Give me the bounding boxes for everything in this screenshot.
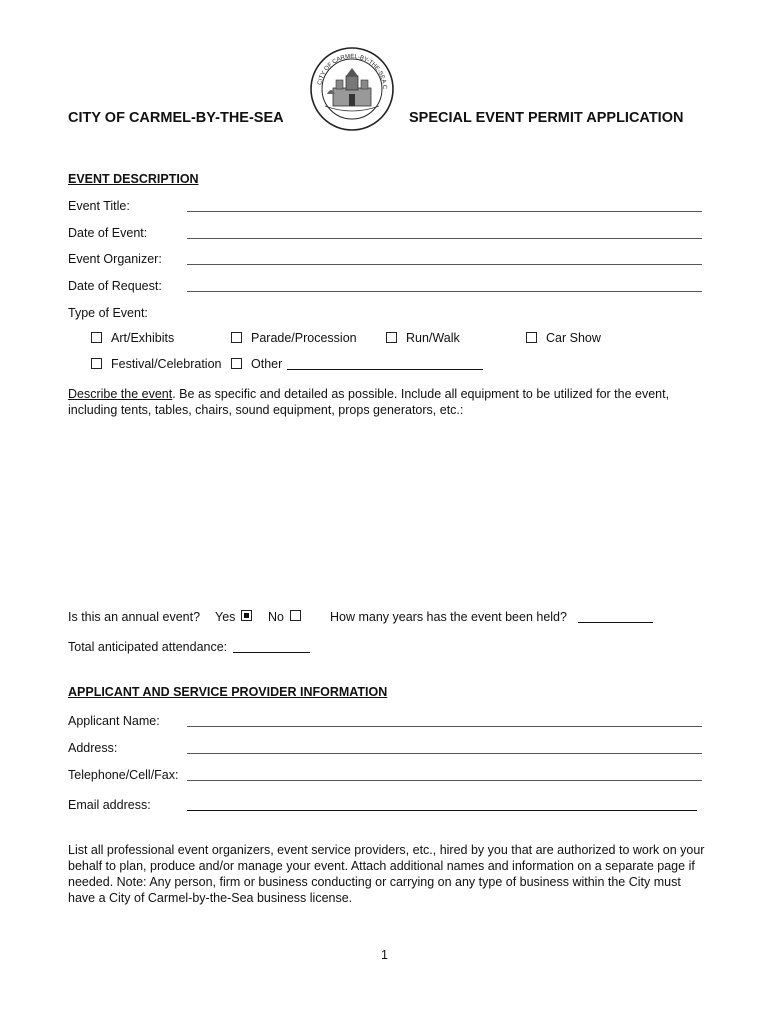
event-organizer-label: Event Organizer: bbox=[68, 252, 162, 266]
attendance-field[interactable] bbox=[233, 652, 310, 653]
car-show-label: Car Show bbox=[546, 331, 601, 345]
describe-instructions bbox=[68, 386, 708, 418]
email-field[interactable] bbox=[187, 810, 697, 811]
festival-celebration-label: Festival/Celebration bbox=[111, 357, 222, 371]
describe-event-text: . Be as specific and detailed as possible. Include all equipment to be utilized for the event, including tents, tables, chairs, sound equipment, props generators, etc.: bbox=[68, 387, 670, 417]
service-providers-note: List all professional event organizers, event service providers, etc., hired by you that are authorized to work on your behalf to plan, produce and/or manage your event. Attach additional names and information on a separate page if needed. Note: Any person, firm or business conducting or carrying on any type of business within the City must have a City of Carmel-by-the-Sea business license. bbox=[68, 843, 705, 905]
parade-procession-checkbox[interactable] bbox=[231, 332, 242, 343]
other-field[interactable] bbox=[287, 369, 483, 370]
festival-celebration-checkbox[interactable] bbox=[91, 358, 102, 369]
annual-yes-label: Yes bbox=[215, 610, 236, 624]
address-label: Address: bbox=[68, 741, 118, 755]
form-title: SPECIAL EVENT PERMIT APPLICATION bbox=[409, 110, 684, 126]
event-title-field[interactable] bbox=[187, 211, 702, 212]
annual-event-question: Is this an annual event? bbox=[68, 610, 201, 624]
event-description-heading: EVENT DESCRIPTION bbox=[68, 172, 199, 186]
car-show-checkbox[interactable] bbox=[526, 332, 537, 343]
art-exhibits-checkbox[interactable] bbox=[91, 332, 102, 343]
other-label: Other bbox=[251, 357, 283, 371]
address-field[interactable] bbox=[187, 753, 702, 754]
run-walk-checkbox[interactable] bbox=[386, 332, 397, 343]
city-seal bbox=[309, 46, 395, 132]
years-held-field[interactable] bbox=[578, 622, 653, 623]
parade-procession-label: Parade/Procession bbox=[251, 331, 357, 345]
event-organizer-field[interactable] bbox=[187, 264, 702, 265]
telephone-label: Telephone/Cell/Fax: bbox=[68, 768, 179, 782]
applicant-heading: APPLICANT AND SERVICE PROVIDER INFORMATION bbox=[68, 685, 388, 699]
date-of-event-field[interactable] bbox=[187, 238, 702, 239]
applicant-name-label: Applicant Name: bbox=[68, 714, 160, 728]
annual-no-checkbox[interactable] bbox=[290, 610, 301, 621]
telephone-field[interactable] bbox=[187, 780, 702, 781]
email-label: Email address: bbox=[68, 798, 151, 812]
annual-no-label: No bbox=[268, 610, 284, 624]
attendance-label: Total anticipated attendance: bbox=[68, 640, 228, 654]
other-checkbox[interactable] bbox=[231, 358, 242, 369]
seal-lettering: CITY OF CARMEL-BY-THE-SEA C bbox=[317, 53, 388, 90]
date-of-request-label: Date of Request: bbox=[68, 279, 162, 293]
date-of-request-field[interactable] bbox=[187, 291, 702, 292]
applicant-name-field[interactable] bbox=[187, 726, 702, 727]
years-held-question: How many years has the event been held? bbox=[330, 610, 567, 624]
event-title-label: Event Title: bbox=[68, 199, 130, 213]
date-of-event-label: Date of Event: bbox=[68, 226, 148, 240]
describe-event-heading: Describe the event bbox=[68, 387, 173, 401]
run-walk-label: Run/Walk bbox=[406, 331, 460, 345]
type-of-event-label: Type of Event: bbox=[68, 306, 148, 320]
city-heading: CITY OF CARMEL-BY-THE-SEA bbox=[68, 110, 284, 126]
page-number: 1 bbox=[381, 948, 388, 962]
annual-yes-checkbox[interactable] bbox=[241, 610, 252, 621]
art-exhibits-label: Art/Exhibits bbox=[111, 331, 175, 345]
